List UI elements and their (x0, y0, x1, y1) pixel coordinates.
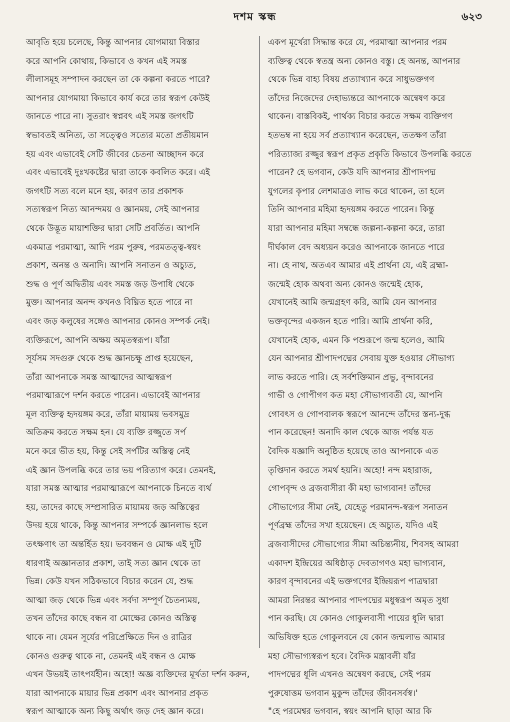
text-line: পাদপদ্মের ধূলি এখনও অন্বেষণ করছে, সেই পরম (268, 670, 432, 681)
text-line: আপনার যোগমায়া কিভাবে কার্য করে তার স্বরূপ কেউই (26, 93, 210, 104)
text-line: যুগলের কৃপার লেশমাত্রও লাভ করে থাকেন, তা হলে (268, 186, 445, 197)
text-line: লাভ করতে পারি। হে সর্বশক্তিমান প্রভু, বৃন্দাবনের (268, 372, 434, 383)
page-number: ৬২৩ (461, 11, 482, 23)
text-line: এখন উভয়ই তাৎপর্যহীন। অহো! অজ্ঞ ব্যক্তিদের মূর্খতা দর্শন করুন, (26, 670, 250, 681)
text-line: বৈদিক যজ্ঞাদি অনুষ্ঠিত হয়েছে তাও আপনাকে এত (268, 447, 439, 458)
text-line: তাঁরা আপনাকে সমস্ত আত্মাদের আত্মস্বরূপ (26, 372, 172, 383)
text-line: হতভম্ব না হয়ে সর্ব প্রত্যাখ্যান করেছেন, ততক্ষণ তাঁরা (268, 130, 447, 141)
text-line: হয় এবং এভাবেই সেটি জীবের চেতনা আচ্ছাদন করে (26, 149, 204, 160)
text-line: ভিন্ন। কেউ যখন সঠিকভাবে বিচার করেন যে, শুদ্ধ (26, 577, 194, 588)
text-line: যারা সমস্ত আত্মার পরমাত্মারূপে আপনাকে চিনতে ব্যর্থ (26, 484, 212, 495)
text-line: মুক্ত। আপনার অনন্দ কখনও বিঘ্নিত হতে পারে না (26, 298, 193, 309)
text-line: আমরা নিরন্তর আপনার পাদপদ্মের মধুস্বরূপ অমৃত সুধা (268, 595, 449, 606)
text-line: একাদশ ইন্দ্রিয়ের অধিষ্ঠাতৃ দেবতাগণও মহা ভাগ্যবান, (268, 558, 446, 569)
text-line: শুদ্ধ ও পূর্ণ অদ্বিতীয় এবং সমস্ত জড় উপাধি থেকে (26, 279, 195, 290)
text-line: পরমাত্মারূপে দর্শন করতে পারেন। এভাবেই আপনার (26, 391, 201, 402)
text-line: পুরুষোত্তম ভগবান মুকুন্দ তাঁদের জীবনসর্বস্ব।' (268, 688, 418, 699)
text-line: এই জ্ঞান উপলব্ধি করে তার ভয় পরিত্যাগ করে। তেমনই, (26, 465, 216, 476)
text-line: দীর্ঘকাল বেদ অধ্যয়ন করেও আপনাকে জানতে পারে (268, 242, 445, 253)
text-line: পারেন? হে ভগবান, কেউ যদি আপনার শ্রীপাদপদ্ম (268, 168, 436, 179)
text-line: থেকে উদ্ভূত মায়াশক্তির দ্বারা সেটি প্রবর্তিত। আপনি (26, 223, 201, 234)
text-line: তাঁদের নিজেদের দেহাভ্যন্তরে আপনাকে অন্বেষণ করে (268, 93, 446, 104)
column-divider (259, 36, 260, 648)
text-line: গোবৎস ও গোপবালক স্বরূপে আনন্দে তাঁদের স্তন্য-দুগ্ধ (268, 409, 451, 420)
text-line: একমাত্র পরমাত্মা, আদি পরম পুরুষ, পরমতত্ত্ব-স্বয়ং (26, 242, 201, 253)
text-line: পান করছি। যে কোনও গোকুলবাসী পায়ের ধূলি দ্বারা (268, 614, 444, 625)
text-line: লীলাসমূহ সম্পাদন করছেন তা কে কল্পনা করতে পারে? (26, 75, 211, 86)
text-line: পান করেছেন! অনাদি কাল থেকে আজ পর্যন্ত যত (268, 428, 434, 439)
text-line: ধারণাই অজ্ঞানতার প্রকাশ, তাই সত্য জ্ঞান থেকে তা (26, 558, 201, 569)
text-line: সূর্যসম সদগুরু থেকে শুদ্ধ জ্ঞানচক্ষু প্রাপ্ত হয়েছেন, (26, 354, 194, 365)
text-line: আত্মা জড় থেকে ভিন্ন এবং সর্বদা সম্পূর্ণ চৈতন্যময়, (26, 595, 201, 606)
text-line: উদয় হয়ে থাকে, কিন্তু আপনার সম্পর্কে জ্ঞানলাভ হলে (26, 521, 208, 532)
text-line: যেন আপনার শ্রীপাদপদ্মের সেবায় যুক্ত হওয়ার সৌভাগ্য (268, 354, 455, 365)
text-line: মহা সৌভাগ্যস্বরূপ হবে। বৈদিক মন্ত্রাবলী যাঁর (268, 651, 416, 662)
text-line: একপ মূর্খেরা সিদ্ধান্ত করে যে, পরমাত্মা আপনার পরম (268, 38, 447, 48)
text-line: প্রকাশ, অনন্ত ও অনাদি। আপনি সনাতন ও অচ্যুত, (26, 261, 197, 272)
text-line: না। হে নাথ, অতএব আমার এই প্রার্থনা যে, এই ব্রহ্মা- (268, 261, 449, 272)
text-line: জানতে পারে না। সুতরাং স্বপ্নবৎ এই সমস্ত জগৎটি (26, 112, 194, 123)
text-line: তিনি আপনার মহিমা হৃদয়ঙ্গম করতে পারেন। কিন্তু (268, 205, 435, 216)
text-line: মূল ব্যক্তিত্ব হৃদয়ঙ্গম করে, তাঁরা মায়াময় ভবসমুদ্র (26, 409, 190, 420)
text-line: থাকেন। বাস্তবিকই, পার্থক্য বিচার করতে সক্ষম ব্যক্তিগণ (268, 112, 453, 123)
text-line: কোনও গুরুত্ব থাকে না, তেমনই এই বন্ধন ও মোক্ষ (26, 651, 196, 662)
text-line: ব্রজবাসীদের সৌভাগ্যের সীমা অচিন্ত্যনীয়, শিবসহ আমরা (268, 540, 459, 551)
text-line: অতিক্রম করতে সক্ষম হন। যে ব্যক্তি রজ্জুতে সর্প (26, 428, 186, 439)
text-line: এবং এভাবেই দুঃখকষ্টের দ্বারা তাকে কবলিত করে। এই (26, 168, 210, 179)
text-line: যেখানেই হোক, এমন কি পশুরূপে জন্ম হলেও, আমি (268, 335, 445, 346)
text-line: থাকে না। যেমন সূর্যের পরিপ্রেক্ষিতে দিন ও রাত্রির (26, 633, 192, 643)
text-line: সৌভাগ্যের সীমা নেই, যেহেতু পরমানন্দ-স্বরূপ সনাতন (268, 502, 448, 513)
text-line: ভক্তবৃন্দের একজন হতে পারি। আমি প্রার্থনা করি, (268, 316, 433, 327)
running-title: দশম স্কন্ধ (233, 11, 277, 23)
text-line: স্বরূপ আত্মাকে অন্য কিছু অর্থাৎ জড় দেহ জ্ঞান করে। (26, 707, 204, 718)
text-line: "হে পরমেশ্বর ভগবান, স্বয়ং আপনি ছাড়া আর কি (268, 707, 432, 718)
text-line: এবং জড় কলুষের সঙ্গেও আপনার কোনও সম্পর্ক নেই। (26, 316, 210, 327)
left-text-column (26, 34, 252, 718)
text-line: কারণ বৃন্দাবনের এই ভক্তগণের ইন্দ্রিয়রূপ পাত্রদ্বারা (268, 577, 438, 588)
right-text-column (268, 34, 492, 718)
text-line: থেকে ভিন্ন বাহ্য বিষয় প্রত্যাখ্যান করে সাধুভক্তগণ (268, 75, 435, 86)
text-line: মনে করে ভীত হয়, কিন্তু সেই সর্পটির অস্তিত্ব নেই (26, 447, 190, 458)
text-line: গাভী ও গোপীগণ কত মহা সৌভাগ্যবতী যে, আপনি (268, 391, 443, 402)
text-line: জগৎটি সত্য বলে মনে হয়, কারণ তার প্রকাশক (26, 186, 184, 197)
text-line: পূর্ণব্রহ্ম তাঁদের সখা হয়েছেন। হে অচ্যুত, যদিও এই (268, 521, 438, 532)
text-line: হয়, তাদের কাছে সম্প্রসারিত মায়াময় জড় অস্তিত্বের (26, 502, 200, 513)
text-line: গোপবৃন্দ ও ব্রজবাসীরা কী মহা ভাগ্যবান! তাঁদের (268, 484, 432, 495)
text-line: সত্যস্বরূপ নিত্য আনন্দময় ও জ্ঞানময়, সেই আপনার (26, 205, 200, 216)
text-line: তৃপ্তিদান করতে সমর্থ হয়নি। অহো! নন্দ মহারাজ, (268, 465, 433, 476)
text-line: তৎক্ষণাৎ তা অন্তর্হিত হয়। ভববন্ধন ও মোক্ষ এই দুটি (26, 540, 202, 551)
text-line: করে আপনি কোথায়, কিভাবে ও কখন এই সমস্ত (26, 56, 187, 67)
text-line: আবৃতি হয়ে চলেছে, কিন্তু আপনার যোগমায়া বিস্তার (26, 38, 200, 48)
text-line: তখন তাঁদের কাছে বন্ধন বা মোক্ষের কোনও অস্তিত্ব (26, 614, 197, 625)
text-line: অভিষিক্ত হতে গোকুলবনে যে কোন জন্মলাভ আমার (268, 633, 446, 643)
text-line: ব্যক্তিরূপে, আপনি অক্ষয় অমৃতস্বরূপ। যাঁরা (26, 335, 170, 346)
text-line: পরিত্যাজ্য রজ্জুর স্বরূপ প্রকৃত প্রকৃতি কিভাবে উপলব্ধি করতে (268, 149, 472, 160)
text-line: যারা আপনাকে মায়ার ভিন্ন প্রকাশ এবং আপনার প্রকৃত (26, 688, 209, 699)
text-line: স্বভাবতই অনিত্য, তা সত্ত্বেও সত্যের মতো প্রতীয়মান (26, 130, 209, 141)
text-line: যেখানেই আমি জন্মগ্রহণ করি, আমি যেন আপনার (268, 298, 437, 309)
page-header (0, 6, 510, 30)
text-line: জন্মেই হোক অথবা অন্য কোনও জন্মেই হোক, (268, 279, 424, 290)
text-line: যারা আপনার মহিমা সম্বন্ধে জল্পনা-কল্পনা করে, তারা (268, 223, 445, 234)
text-line: ব্যক্তিত্ব থেকে স্বতন্ত্র অন্য কোনও বস্তু। হে অনন্ত, আপনার (268, 56, 461, 67)
